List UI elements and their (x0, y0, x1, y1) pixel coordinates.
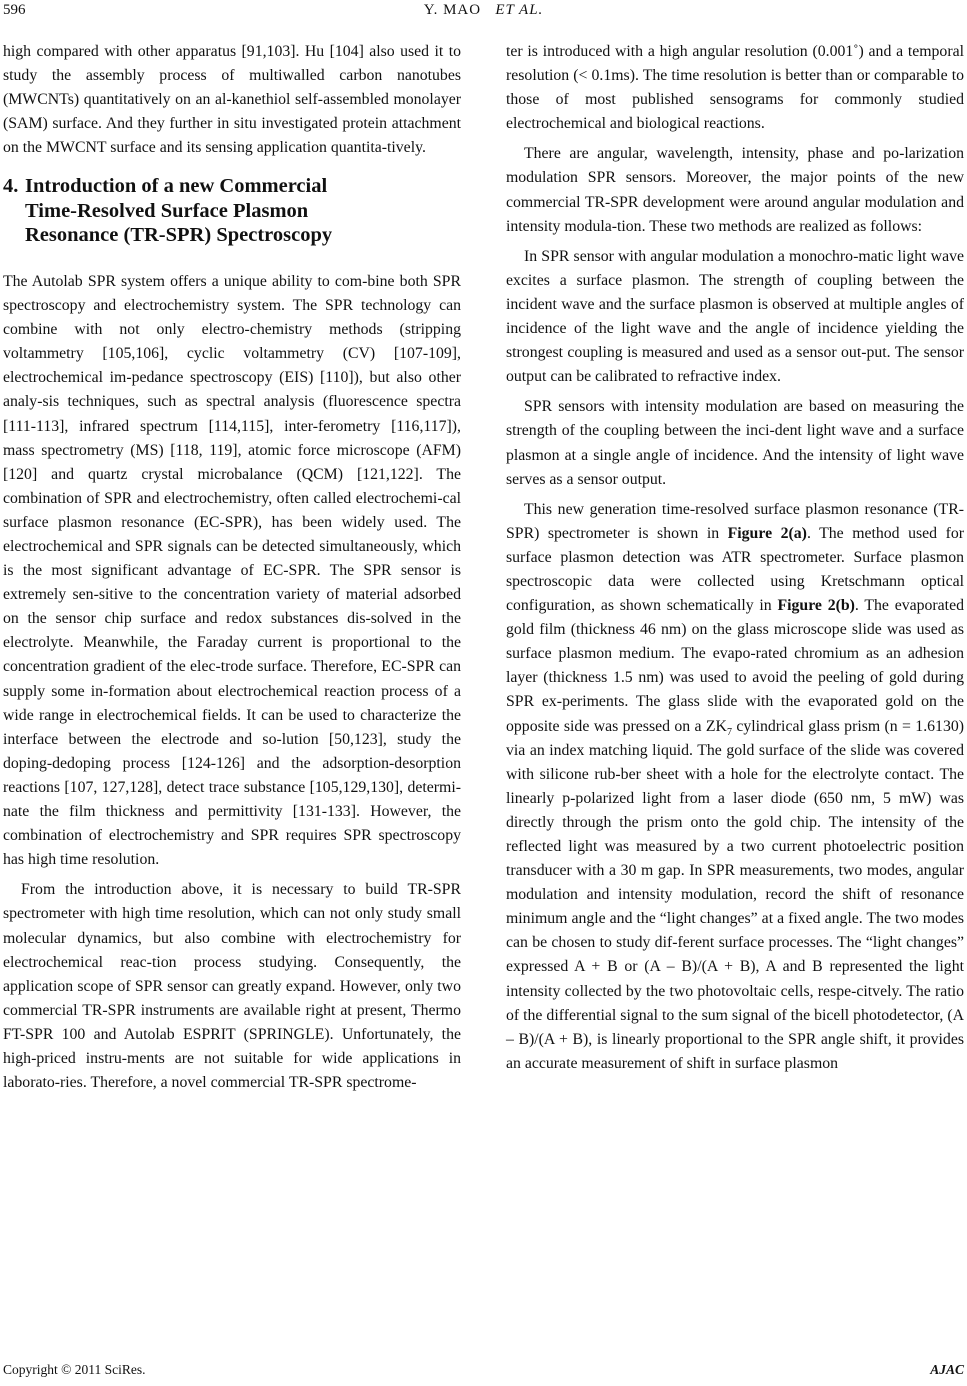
right-column (506, 40, 964, 1076)
left-column (3, 40, 461, 1095)
section-number: 4. (3, 175, 19, 198)
section-title-line-2: Time-Resolved Surface Plasmon (25, 199, 309, 222)
body-paragraph (506, 498, 964, 1076)
figure-reference: Figure 2(a) (727, 524, 807, 542)
body-paragraph: There are angular, wavelength, intensity, phase and po-larization modulation SPR sensors. Moreover, the major points of the new commercial TR-SPR development were around angular modulation and intensity modula-tion. These two methods are realized as follows: (506, 145, 964, 235)
subscript: 7 (726, 726, 732, 738)
body-paragraph: From the introduction above, it is necessary to build TR-SPR spectrometer with high time resolution, which can not only study small molecular dynamics, but also combine with electrochemistry for electrochemical reac-tion process studying. Consequently, the application scope of SPR sensor can greatly expand. However, only two commercial TR-SPR instruments are available right at present, Thermo FT-SPR 100 and Autolab ESPRIT (SPRINGLE). Unfortunately, the high-priced instru-ments are not suitable for wide applications in laborato-ries. Therefore, a novel commercial TR-SPR spectrome- (3, 881, 461, 1092)
running-head (0, 2, 967, 19)
page-number: 596 (3, 2, 26, 18)
section-heading-line-1 (3, 174, 461, 199)
body-paragraph: ter is introduced with a high angular resolution (0.001˚) and a temporal resolution (< 0.1ms). The time resolution is better than or comparable to those of most published sensograms for commonly studied electrochemical and biological reactions. (506, 43, 964, 133)
section-title-line-1: Introduction of a new Commercial (25, 175, 328, 198)
text-run: This new generation time-resolved surface plasmon resonance (TR-SPR) spectrometer is shown in (506, 500, 964, 542)
text-run: . The evaporated gold film (thickness 46 nm) on the glass microscope slide was used as surface plasmon medium. The evapo-rated chromium as an adhesion layer (thickness 1.5 nm) was used to avoid the peeling of gold during SPR ex-periments. The glass slide with the evaporated gold on the opposite side was pressed on a ZK (506, 597, 964, 735)
section-title-line-3: Resonance (TR-SPR) Spectroscopy (25, 224, 333, 247)
section-heading (3, 174, 461, 248)
text-run: cylindrical glass prism (n = 1.6130) via an index matching liquid. The gold surface of the slide was covered with silicone rub-ber sheet with a hole for the electrolyte contact. The linearly p-polarized light from a laser diode (650 nm, 5 mW) was directly through the prism onto the gold chip. The intensity of the reflected light was measured by a two current photoelectric position transducer with a 30 m gap. In SPR measurements, two modes, angular modulation and intensity modulation, record the shift of resonance minimum angle and the “light changes” at a fixed angle. The two modes can be chosen to study dif-ferent surface processes. The “light changes” expressed A + B or (A – B)/(A + B), A and B represented the light intensity collected by the two photovoltaic cells, respe-citvely. The ratio of the differential signal to the sum signal of the bicell photodetector, (A – B)/(A + B), is linearly proportional to the SPR angle shift, it provides an accurate measurement of shift in surface plasmon (506, 717, 965, 1072)
body-paragraph: The Autolab SPR system offers a unique ability to com-bine both SPR spectroscopy and electrochemistry system. The SPR technology can combine with not only electro-chemistry methods (stripping voltammetry [105,106], cyclic voltammetry (CV) [107-109], electrochemical im-pedance spectroscopy (EIS) [110]), but also other analy-sis techniques, such as spectral analysis (fluorescence spectra [111-113], infrared spectrum [114,115], inter-ferometry [116,117]), mass spectrometry (MS) [118, 119], atomic force microscope (AFM) [120] and quartz crystal microbalance (QCM) [121,122]. The combination of SPR and electrochemistry, often called electrochemi-cal surface plasmon resonance (EC-SPR), has been widely used. The electrochemical and SPR signals can be detected simultaneously, which is the most significant advantage of EC-SPR. The SPR sensor is extremely sen-sitive to the concentration variety of material adsorbed on the sensor chip surface and redox substances dis-solved in the electrolyte. Meanwhile, the Faraday current is proportional to the concentration gradient of the elec-trode surface. Therefore, EC-SPR can supply some in-formation about electrochemical reaction process of a wide range in electrochemical fields. It can be used to characterize the interface between the electrode and so-lution [50,123], study the doping-dedoping process [124-126] and the adsorption-desorption reactions [107, 127,128], detect trace substance [105,129,130], determi-nate the film thickness and permittivity [131-133]. However, the combination of electrochemistry and SPR requires SPR spectroscopy has high time resolution. (3, 272, 461, 869)
footer-journal: AJAC (930, 1362, 964, 1377)
body-paragraph: SPR sensors with intensity modulation are based on measuring the strength of the coupling between the inci-dent light wave and a surface plasmon at a single angle of incidence. And the intensity of light wave serves as a sensor output. (506, 398, 964, 488)
figure-reference: Figure 2(b) (777, 597, 855, 615)
running-head-author: Y. MAO (423, 2, 482, 18)
intro-paragraph: high compared with other apparatus [91,103]. Hu [104] also used it to study the assembly process of multiwalled carbon nanotubes (MWCNTs) quantitatively on an al-kanethiol self-assembled monolayer (SAM) surface. And they further in situ investigated protein attachment on the MWCNT surface and its sensing application quantita-tively. (3, 43, 461, 157)
footer-copyright: Copyright © 2011 SciRes. (3, 1362, 146, 1377)
running-head-etal: ET AL. (495, 2, 544, 18)
text-run: . The method used for surface plasmon detection was ATR spectrometer. Surface plasmon spectroscopic data were collected using Kretschmann optical configuration, as shown schematically in (506, 524, 965, 615)
body-paragraph: In SPR sensor with angular modulation a monochro-matic light wave excites a surface plasmon. The strength of coupling between the incident wave and the surface plasmon is observed at multiple angles of incidence of the light wave and the angle of incidence yielding the strongest coupling is measured and used as a sensor out-put. The sensor output can be calibrated to refractive index. (506, 247, 964, 386)
